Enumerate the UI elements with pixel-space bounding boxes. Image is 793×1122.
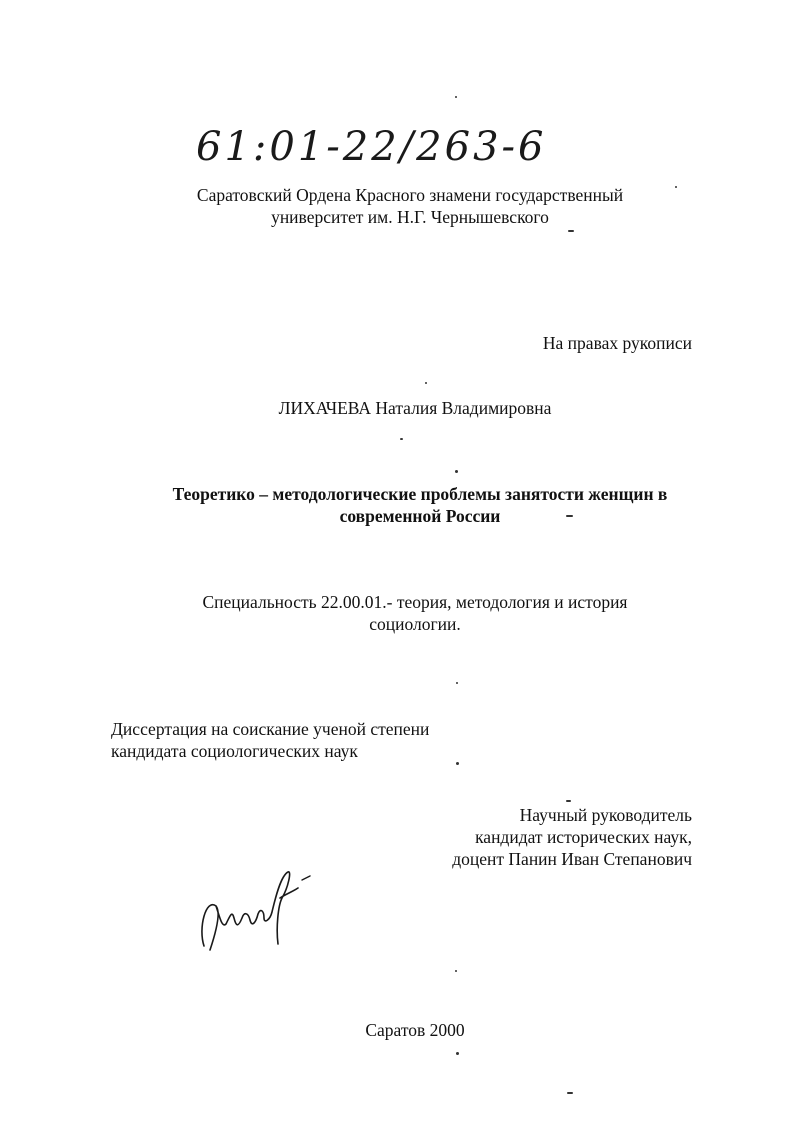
scan-speck (456, 682, 458, 684)
degree-line-2: кандидата социологических наук (111, 741, 358, 761)
scan-speck (400, 438, 403, 440)
handwritten-archive-code (196, 122, 596, 182)
place-and-year: Саратов 2000 (365, 1020, 465, 1040)
author-name: ЛИХАЧЕВА Наталия Владимировна (278, 398, 552, 418)
scan-speck (675, 186, 677, 188)
scan-speck (568, 230, 574, 232)
university-header (150, 184, 670, 228)
author-signature (196, 858, 316, 958)
supervisor-line-1: Научный руководитель (519, 805, 692, 825)
specialty-line-1: Специальность 22.00.01.- теория, методология и история (202, 592, 628, 612)
archive-code-text: 61:01-22/263-6 (196, 124, 547, 170)
scan-speck (566, 515, 573, 517)
dissertation-title (110, 483, 730, 527)
title-line-1: Теоретико – методологические проблемы занятости женщин в (172, 484, 668, 504)
degree-line-1: Диссертация на соискание ученой степени (111, 719, 430, 739)
specialty-line-2: социологии. (369, 614, 461, 634)
manuscript-rights-note: На правах рукописи (542, 333, 692, 353)
scan-speck (566, 800, 571, 802)
scan-speck (456, 1052, 459, 1055)
university-line-1: Саратовский Ордена Красного знамени государственный (196, 185, 624, 205)
scan-speck (455, 470, 458, 473)
title-line-2: современной России (339, 506, 501, 526)
specialty (150, 591, 680, 635)
scan-speck (456, 762, 459, 765)
supervisor-block (380, 804, 692, 870)
supervisor-line-3: доцент Панин Иван Степанович (452, 849, 692, 869)
scan-speck (425, 382, 427, 384)
degree-statement (111, 718, 511, 762)
supervisor-line-2: кандидат исторических наук, (475, 827, 692, 847)
scan-speck (567, 1092, 573, 1094)
university-line-2: университет им. Н.Г. Чернышевского (271, 207, 549, 227)
scan-speck (455, 96, 457, 98)
scan-speck (455, 970, 457, 972)
